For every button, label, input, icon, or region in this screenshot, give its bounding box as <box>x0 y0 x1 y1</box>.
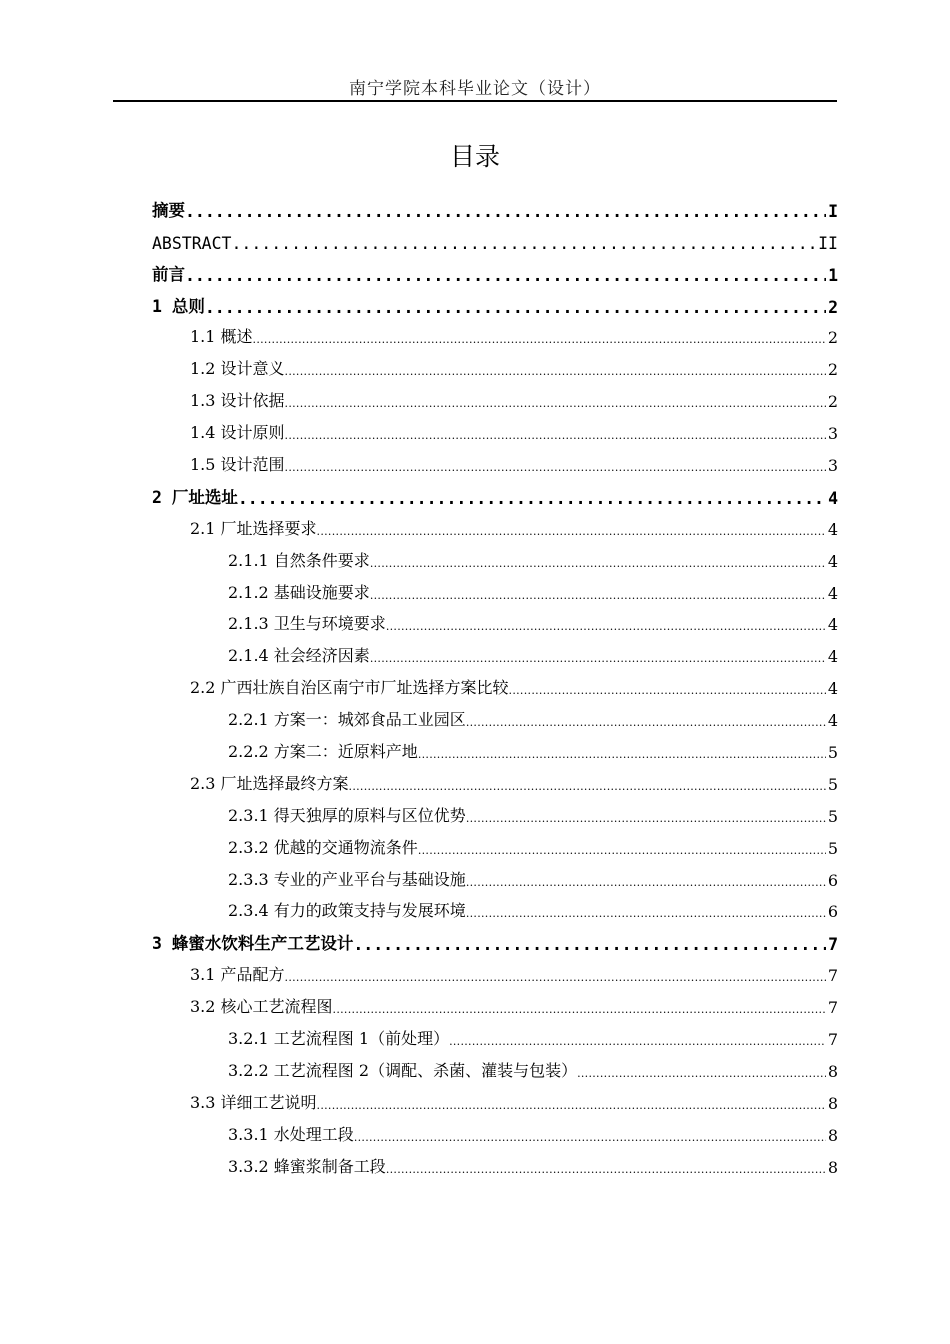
toc-entry[interactable] <box>152 1054 838 1086</box>
toc-entry-page-number: 2 <box>827 392 838 412</box>
toc-dot-leader <box>354 1126 826 1145</box>
toc-entry-label: 2.1.4 社会经济因素 <box>228 646 370 666</box>
toc-entry-page-number: 4 <box>827 679 838 699</box>
toc-entry-page-number: 3 <box>827 456 838 476</box>
toc-entry[interactable] <box>152 384 838 416</box>
toc-dot-leader <box>577 1062 826 1081</box>
toc-dot-leader <box>185 266 826 285</box>
toc-entry-label: 2.3 厂址选择最终方案 <box>190 773 349 793</box>
toc-dot-leader <box>333 998 826 1017</box>
toc-entry-page-number: 7 <box>827 966 838 986</box>
toc-dot-leader <box>449 1030 826 1049</box>
toc-entry-label: 2.1.1 自然条件要求 <box>228 550 370 570</box>
toc-entry[interactable] <box>152 703 838 735</box>
toc-entry[interactable] <box>152 735 838 767</box>
toc-dot-leader <box>285 966 826 985</box>
toc-entry[interactable] <box>152 512 838 544</box>
toc-entry-page-number: 6 <box>827 902 838 922</box>
toc-entry[interactable] <box>152 352 838 384</box>
toc-entry-page-number: 8 <box>827 1093 838 1113</box>
toc-entry[interactable] <box>152 576 838 608</box>
toc-dot-leader <box>285 424 826 443</box>
toc-dot-leader <box>418 839 826 858</box>
toc-entry-label: 2.1.3 卫生与环境要求 <box>228 614 386 634</box>
toc-entry-label: ABSTRACT <box>152 233 232 253</box>
toc-entry-page-number: 4 <box>827 711 838 731</box>
toc-dot-leader <box>466 902 826 921</box>
toc-dot-leader <box>418 743 826 762</box>
toc-entry[interactable] <box>152 1022 838 1054</box>
toc-entry-page-number: 4 <box>827 551 838 571</box>
toc-entry-page-number: II <box>818 233 838 253</box>
toc-dot-leader <box>285 392 826 411</box>
toc-entry[interactable] <box>152 193 838 225</box>
toc-entry-label: 2.2.2 方案二：近原料产地 <box>228 742 418 762</box>
toc-entry-page-number: 4 <box>828 488 838 508</box>
toc-entry-label: 3.2.1 工艺流程图 1（前处理） <box>228 1029 450 1049</box>
toc-entry-label: 1.4 设计原则 <box>190 423 285 443</box>
toc-entry-label: 2 厂址选址 <box>152 487 238 507</box>
toc-dot-leader <box>386 1158 826 1177</box>
toc-dot-leader <box>238 489 826 508</box>
toc-entry[interactable] <box>152 321 838 353</box>
toc-dot-leader <box>205 298 826 317</box>
toc-entry[interactable] <box>152 926 838 958</box>
toc-entry[interactable] <box>152 257 838 289</box>
header-rule <box>113 100 837 102</box>
toc-entry-page-number: 7 <box>827 998 838 1018</box>
table-of-contents <box>152 193 838 1182</box>
toc-entry-label: 2.2 广西壮族自治区南宁市厂址选择方案比较 <box>190 678 509 698</box>
toc-entry-page-number: 4 <box>827 583 838 603</box>
toc-entry-label: 2.3.4 有力的政策支持与发展环境 <box>228 901 466 921</box>
toc-dot-leader <box>317 520 826 539</box>
toc-entry-label: 1.1 概述 <box>190 327 253 347</box>
toc-entry-page-number: 8 <box>827 1157 838 1177</box>
toc-entry-label: 2.3.3 专业的产业平台与基础设施 <box>228 869 466 889</box>
toc-entry[interactable] <box>152 225 838 257</box>
toc-entry-page-number: 3 <box>827 424 838 444</box>
toc-entry[interactable] <box>152 958 838 990</box>
toc-entry-page-number: 6 <box>827 870 838 890</box>
toc-entry[interactable] <box>152 671 838 703</box>
toc-entry[interactable] <box>152 767 838 799</box>
toc-dot-leader <box>466 807 826 826</box>
toc-dot-leader <box>317 1094 826 1113</box>
toc-entry-label: 3.2.2 工艺流程图 2（调配、杀菌、灌装与包装） <box>228 1060 578 1080</box>
toc-dot-leader <box>285 456 826 475</box>
toc-entry[interactable] <box>152 416 838 448</box>
toc-entry[interactable] <box>152 831 838 863</box>
toc-entry-page-number: 5 <box>827 743 838 763</box>
toc-entry[interactable] <box>152 1118 838 1150</box>
toc-entry-label: 3.3.1 水处理工段 <box>228 1124 354 1144</box>
toc-entry[interactable] <box>152 990 838 1022</box>
toc-entry-page-number: 2 <box>827 328 838 348</box>
toc-entry-page-number: 5 <box>827 838 838 858</box>
toc-entry-page-number: 5 <box>827 806 838 826</box>
toc-dot-leader <box>386 615 826 634</box>
toc-entry-page-number: 8 <box>827 1061 838 1081</box>
toc-dot-leader <box>285 360 826 379</box>
toc-entry-page-number: 4 <box>827 647 838 667</box>
toc-entry-page-number: I <box>828 201 838 221</box>
toc-entry-page-number: 4 <box>827 519 838 539</box>
toc-entry-page-number: 7 <box>827 1030 838 1050</box>
toc-entry-label: 1 总则 <box>152 296 205 316</box>
toc-entry-label: 1.2 设计意义 <box>190 359 285 379</box>
toc-entry[interactable] <box>152 863 838 895</box>
toc-dot-leader <box>509 679 826 698</box>
page-header: 南宁学院本科毕业论文（设计） <box>349 79 601 99</box>
toc-entry-page-number: 2 <box>827 360 838 380</box>
toc-entry[interactable] <box>152 544 838 576</box>
toc-entry-page-number: 2 <box>828 297 838 317</box>
page-title: 目录 <box>449 142 500 171</box>
toc-entry-label: 2.1 厂址选择要求 <box>190 518 317 538</box>
toc-dot-leader <box>370 647 826 666</box>
toc-dot-leader <box>253 328 826 347</box>
toc-entry-page-number: 4 <box>827 615 838 635</box>
toc-entry[interactable] <box>152 1086 838 1118</box>
toc-entry[interactable] <box>152 608 838 640</box>
toc-entry-label: 前言 <box>152 264 185 284</box>
toc-entry[interactable] <box>152 895 838 927</box>
toc-entry-label: 3.1 产品配方 <box>190 965 285 985</box>
toc-dot-leader <box>370 552 826 571</box>
toc-dot-leader <box>349 775 826 794</box>
toc-entry-label: 2.1.2 基础设施要求 <box>228 582 370 602</box>
toc-entry[interactable] <box>152 448 838 480</box>
toc-entry[interactable] <box>152 480 838 512</box>
toc-dot-leader <box>185 202 826 221</box>
toc-entry-label: 1.3 设计依据 <box>190 391 285 411</box>
toc-entry-label: 3.2 核心工艺流程图 <box>190 997 333 1017</box>
toc-entry-label: 3.3.2 蜂蜜浆制备工段 <box>228 1156 386 1176</box>
toc-entry[interactable] <box>152 289 838 321</box>
toc-dot-leader <box>466 871 826 890</box>
toc-dot-leader <box>466 711 826 730</box>
toc-entry-label: 2.3.1 得天独厚的原料与区位优势 <box>228 805 466 825</box>
toc-entry-label: 摘要 <box>152 200 185 220</box>
toc-entry-page-number: 5 <box>827 774 838 794</box>
toc-dot-leader <box>370 584 826 603</box>
toc-entry-page-number: 8 <box>827 1125 838 1145</box>
toc-entry-label: 3 蜂蜜水饮料生产工艺设计 <box>152 934 354 954</box>
toc-entry[interactable] <box>152 1150 838 1182</box>
toc-entry-page-number: 7 <box>828 935 838 955</box>
toc-dot-leader <box>231 234 816 253</box>
toc-entry-label: 2.3.2 优越的交通物流条件 <box>228 837 418 857</box>
toc-entry-label: 1.5 设计范围 <box>190 455 285 475</box>
toc-entry-page-number: 1 <box>828 265 838 285</box>
toc-dot-leader <box>353 935 826 954</box>
toc-entry[interactable] <box>152 799 838 831</box>
toc-entry-label: 2.2.1 方案一：城郊食品工业园区 <box>228 710 466 730</box>
toc-entry[interactable] <box>152 639 838 671</box>
toc-entry-label: 3.3 详细工艺说明 <box>190 1092 317 1112</box>
